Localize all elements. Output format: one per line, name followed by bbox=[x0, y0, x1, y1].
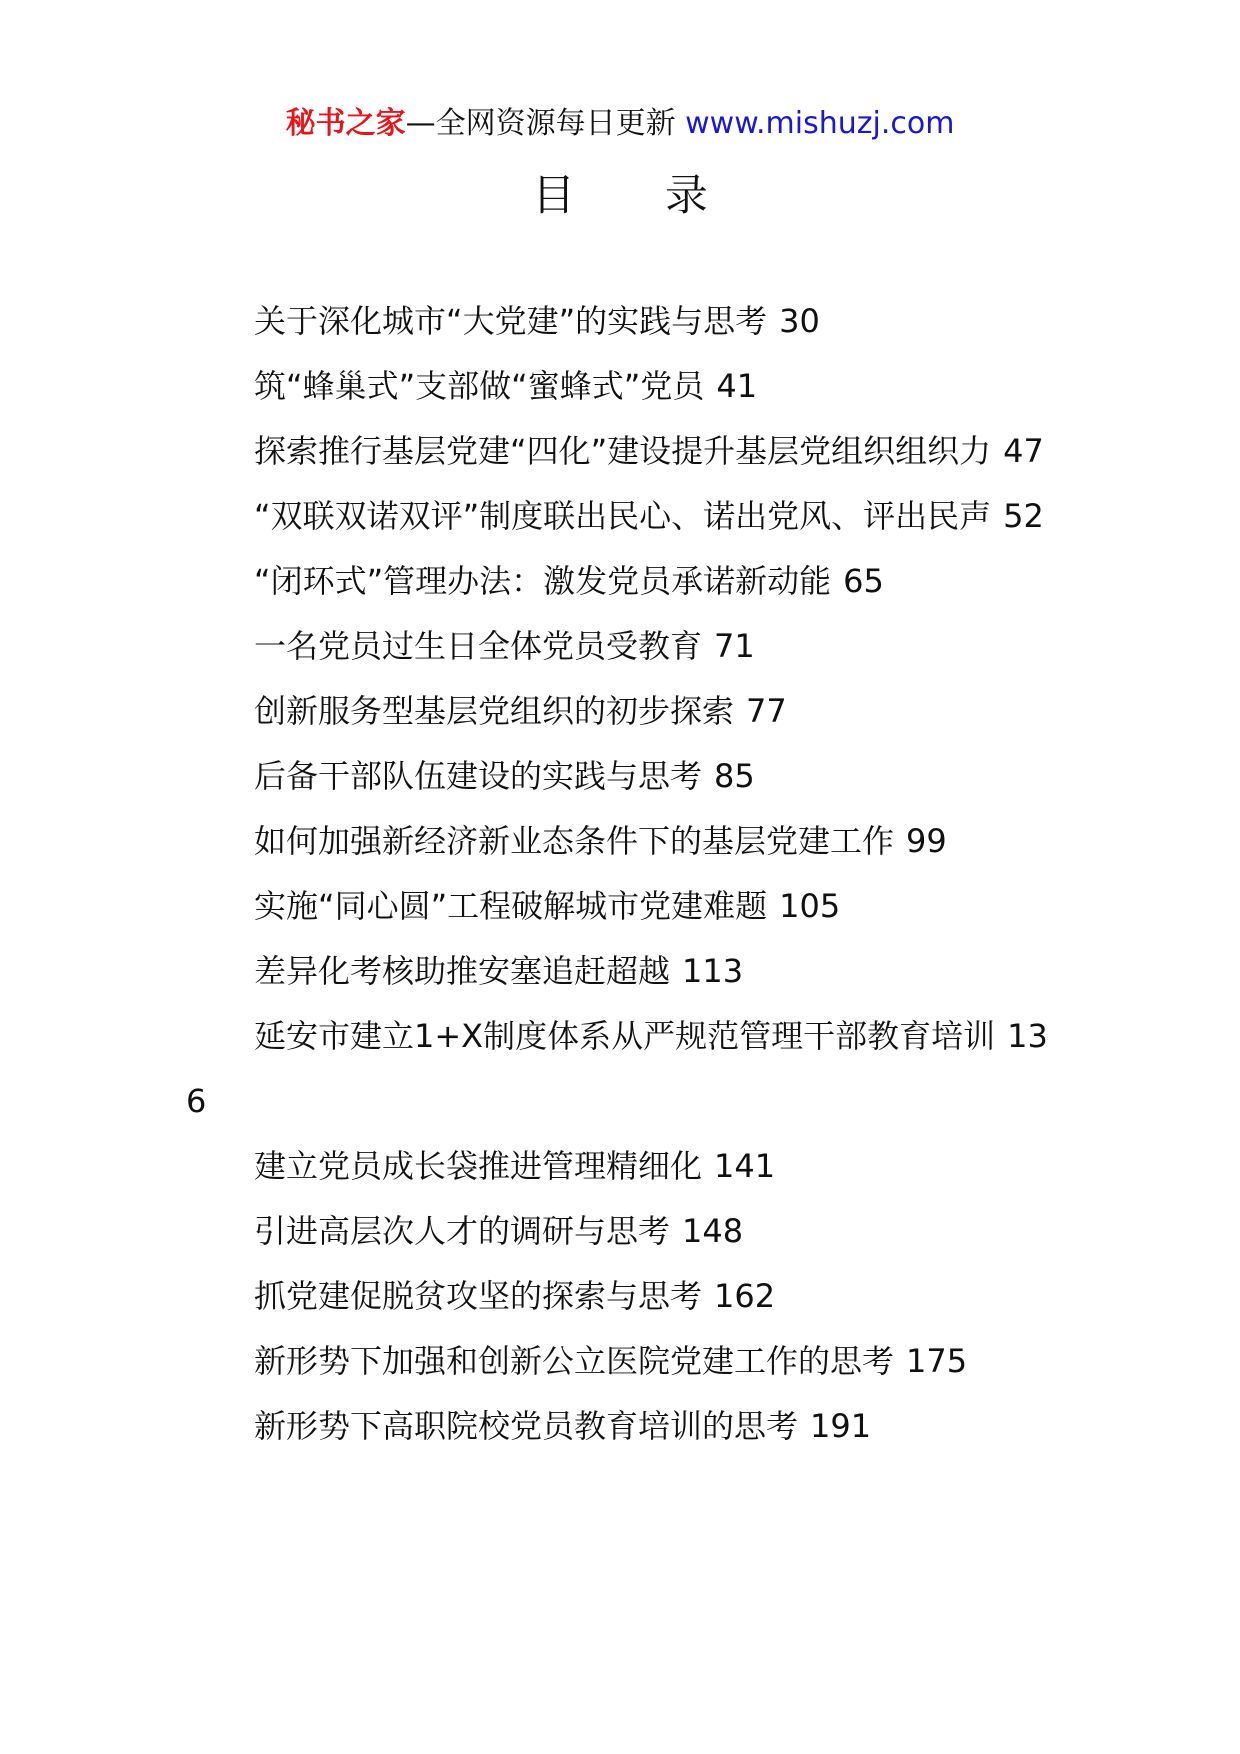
toc-entry[interactable] bbox=[186, 1134, 1066, 1199]
toc-entry-title: 建立党员成长袋推进管理精细化 bbox=[254, 1147, 703, 1185]
toc-entry[interactable] bbox=[186, 484, 1066, 549]
toc-entry-page: 105 bbox=[779, 887, 841, 925]
toc-entry[interactable] bbox=[186, 1394, 1066, 1459]
toc-entry-page: 191 bbox=[810, 1407, 872, 1445]
toc-entry[interactable] bbox=[186, 809, 1066, 874]
toc-entry-title: 抓党建促脱贫攻坚的探索与思考 bbox=[254, 1277, 703, 1315]
toc-entry-page: 175 bbox=[906, 1342, 968, 1380]
toc-entry-page: 52 bbox=[1003, 497, 1044, 535]
toc-entry[interactable] bbox=[186, 549, 1066, 614]
toc-entry-page: 141 bbox=[714, 1147, 776, 1185]
toc-entry-title: 如何加强新经济新业态条件下的基层党建工作 bbox=[254, 822, 895, 860]
toc-entry-page: 77 bbox=[746, 692, 787, 730]
toc-entry-title: 引进高层次人才的调研与思考 bbox=[254, 1212, 671, 1250]
toc-entry-title: 关于深化城市“大党建”的实践与思考 bbox=[254, 302, 768, 340]
toc-entry-title: 一名党员过生日全体党员受教育 bbox=[254, 627, 703, 665]
toc-entry-page: 85 bbox=[714, 757, 755, 795]
toc-entry-page: 148 bbox=[682, 1212, 744, 1250]
toc-entry[interactable] bbox=[186, 1004, 1066, 1134]
toc-entry[interactable] bbox=[186, 1199, 1066, 1264]
toc-entry[interactable] bbox=[186, 939, 1066, 1004]
toc-entry-title: 实施“同心圆”工程破解城市党建难题 bbox=[254, 887, 768, 925]
site-header bbox=[0, 100, 1240, 148]
toc-entry-title: “闭环式”管理办法：激发党员承诺新动能 bbox=[254, 562, 832, 600]
toc-entry[interactable] bbox=[186, 679, 1066, 744]
toc-entry[interactable] bbox=[186, 1329, 1066, 1394]
site-tagline: —全网资源每日更新 bbox=[405, 106, 676, 141]
page-title: 目 录 bbox=[532, 171, 746, 221]
site-url-link[interactable]: www.mishuzj.com bbox=[685, 106, 955, 141]
toc-entry-title: 新形势下加强和创新公立医院党建工作的思考 bbox=[254, 1342, 895, 1380]
toc-entry-page: 71 bbox=[714, 627, 755, 665]
table-of-contents bbox=[186, 289, 1066, 1459]
toc-entry[interactable] bbox=[186, 354, 1066, 419]
toc-entry-title: 延安市建立1+X制度体系从严规范管理干部教育培训 bbox=[254, 1017, 996, 1055]
toc-entry-title: “双联双诺双评”制度联出民心、诺出党风、评出民声 bbox=[254, 497, 992, 535]
toc-entry-title: 筑“蜂巢式”支部做“蜜蜂式”党员 bbox=[254, 367, 705, 405]
toc-entry-title: 新形势下高职院校党员教育培训的思考 bbox=[254, 1407, 799, 1445]
toc-entry[interactable] bbox=[186, 744, 1066, 809]
toc-entry-page: 113 bbox=[682, 952, 744, 990]
brand-name: 秘书之家 bbox=[285, 106, 406, 141]
toc-entry-page: 65 bbox=[843, 562, 884, 600]
toc-entry-page: 99 bbox=[906, 822, 947, 860]
toc-entry[interactable] bbox=[186, 289, 1066, 354]
toc-entry-title: 差异化考核助推安塞追赶超越 bbox=[254, 952, 671, 990]
toc-entry-title: 创新服务型基层党组织的初步探索 bbox=[254, 692, 735, 730]
toc-entry-page: 47 bbox=[1003, 432, 1044, 470]
toc-entry-title: 后备干部队伍建设的实践与思考 bbox=[254, 757, 703, 795]
toc-entry-page: 41 bbox=[716, 367, 758, 405]
toc-entry[interactable] bbox=[186, 419, 1066, 484]
toc-entry-page: 30 bbox=[779, 302, 820, 340]
toc-entry[interactable] bbox=[186, 614, 1066, 679]
toc-entry-page: 136 bbox=[186, 1017, 1048, 1120]
toc-entry-title: 探索推行基层党建“四化”建设提升基层党组织组织力 bbox=[254, 432, 992, 470]
toc-entry-page: 162 bbox=[714, 1277, 776, 1315]
toc-entry[interactable] bbox=[186, 874, 1066, 939]
toc-entry[interactable] bbox=[186, 1264, 1066, 1329]
